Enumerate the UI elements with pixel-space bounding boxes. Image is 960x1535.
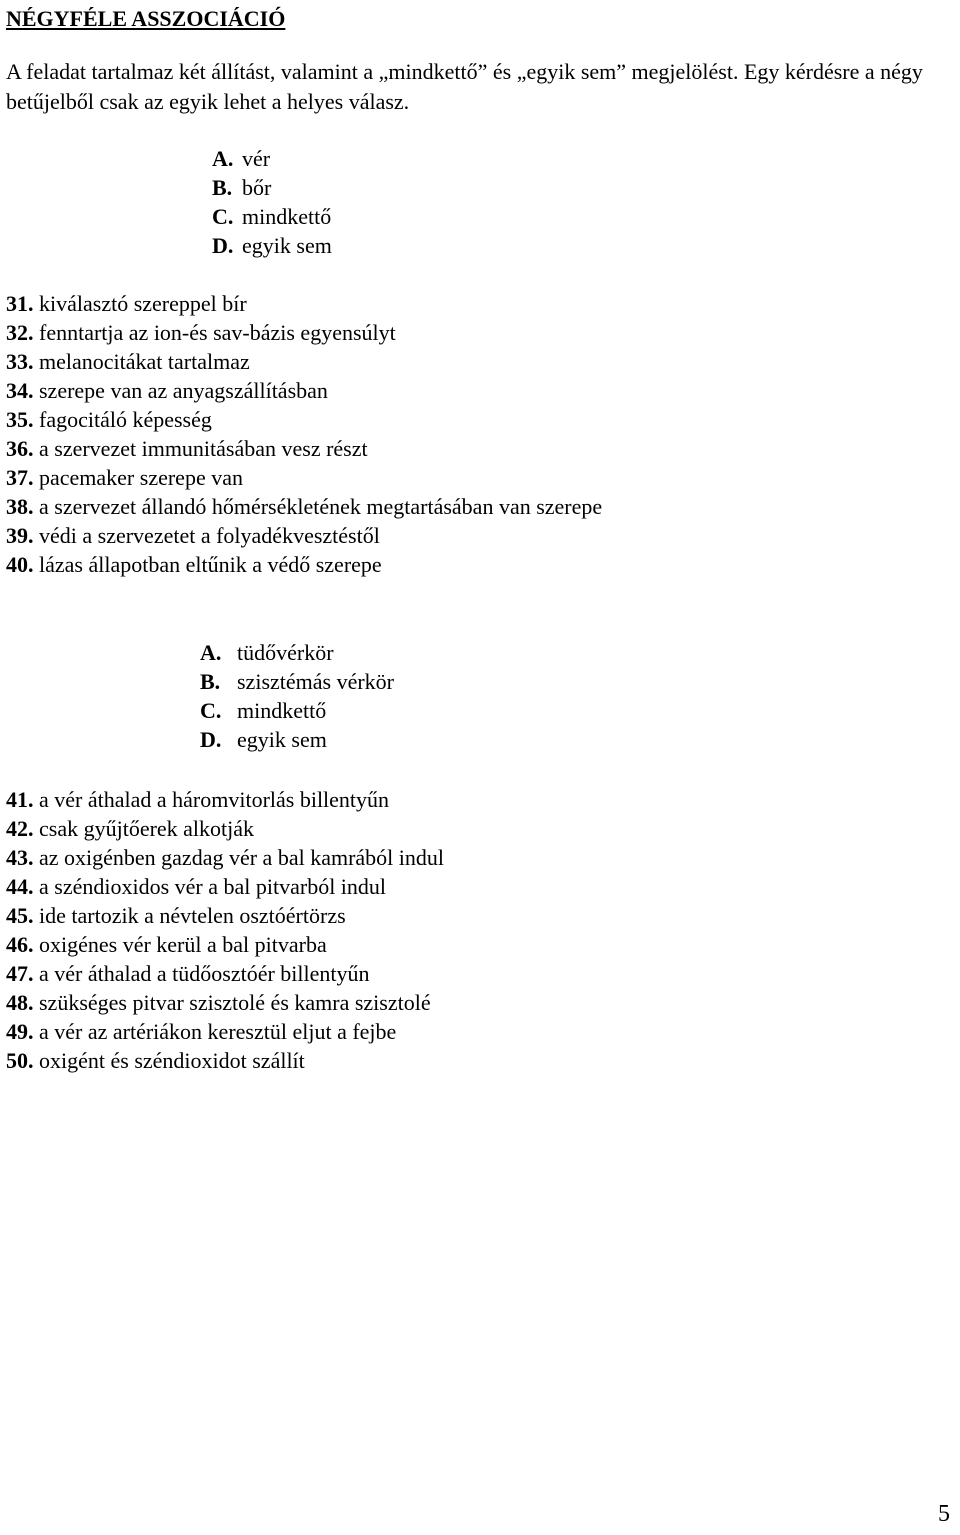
question-text: a szervezet immunitásában vesz részt [39, 436, 368, 461]
option-text: bőr [242, 175, 272, 200]
question-number: 37. [6, 465, 34, 490]
question-item [6, 376, 602, 405]
question-number: 45. [6, 903, 34, 928]
question-number: 49. [6, 1019, 34, 1044]
option-item [200, 667, 394, 696]
option-text: mindkettő [242, 204, 332, 229]
question-text: szükséges pitvar szisztolé és kamra szisztolé [39, 990, 431, 1015]
option-letter: B. [212, 175, 233, 200]
question-item [6, 347, 602, 376]
question-list-group-2 [6, 785, 444, 1075]
question-item [6, 550, 602, 579]
option-letter: D. [200, 727, 222, 752]
question-text: fagocitáló képesség [39, 407, 212, 432]
question-text: kiválasztó szereppel bír [39, 291, 247, 316]
question-item [6, 405, 602, 434]
question-text: fenntartja az ion-és sav-bázis egyensúlyt [39, 320, 396, 345]
option-text: egyik sem [237, 727, 327, 752]
question-item [6, 814, 444, 843]
question-number: 43. [6, 845, 34, 870]
question-number: 34. [6, 378, 34, 403]
question-number: 33. [6, 349, 34, 374]
option-item [212, 173, 332, 202]
option-letter: A. [212, 146, 234, 171]
question-number: 32. [6, 320, 34, 345]
question-number: 42. [6, 816, 34, 841]
option-item [200, 696, 394, 725]
question-number: 36. [6, 436, 34, 461]
question-item [6, 492, 602, 521]
question-item [6, 872, 444, 901]
question-number: 40. [6, 552, 34, 577]
question-text: oxigénes vér kerül a bal pitvarba [39, 932, 327, 957]
option-item [200, 638, 394, 667]
option-text: szisztémás vérkör [237, 669, 394, 694]
option-item [212, 144, 332, 173]
option-letter: C. [200, 698, 222, 723]
question-item [6, 521, 602, 550]
option-text: tüdővérkör [237, 640, 334, 665]
option-item [200, 725, 394, 754]
option-item [212, 202, 332, 231]
question-text: ide tartozik a névtelen osztóértörzs [39, 903, 346, 928]
option-letter: A. [200, 640, 222, 665]
question-text: szerepe van az anyagszállításban [39, 378, 328, 403]
question-number: 44. [6, 874, 34, 899]
option-text: egyik sem [242, 233, 332, 258]
question-number: 39. [6, 523, 34, 548]
option-letter: C. [212, 204, 234, 229]
question-item [6, 318, 602, 347]
question-item [6, 988, 444, 1017]
question-item [6, 930, 444, 959]
question-number: 48. [6, 990, 34, 1015]
question-text: melanocitákat tartalmaz [39, 349, 250, 374]
question-item [6, 1046, 444, 1075]
question-text: lázas állapotban eltűnik a védő szerepe [39, 552, 382, 577]
question-item [6, 843, 444, 872]
question-text: a vér az artériákon keresztül eljut a fejbe [39, 1019, 397, 1044]
question-text: védi a szervezetet a folyadékvesztéstől [39, 523, 380, 548]
question-number: 41. [6, 787, 34, 812]
question-item [6, 959, 444, 988]
question-text: pacemaker szerepe van [39, 465, 243, 490]
answer-options-group-1 [212, 144, 332, 260]
question-number: 31. [6, 291, 34, 316]
question-item [6, 785, 444, 814]
question-text: a vér áthalad a tüdőosztóér billentyűn [39, 961, 370, 986]
option-letter: D. [212, 233, 234, 258]
question-item [6, 434, 602, 463]
question-text: a vér áthalad a háromvitorlás billentyűn [39, 787, 390, 812]
option-item [212, 231, 332, 260]
question-item [6, 901, 444, 930]
question-number: 35. [6, 407, 34, 432]
question-list-group-1 [6, 289, 602, 579]
question-number: 50. [6, 1048, 34, 1073]
question-item [6, 463, 602, 492]
question-number: 47. [6, 961, 34, 986]
answer-options-group-2 [200, 638, 394, 754]
question-number: 38. [6, 494, 34, 519]
question-text: a széndioxidos vér a bal pitvarból indul [39, 874, 387, 899]
question-number: 46. [6, 932, 34, 957]
option-text: vér [242, 146, 271, 171]
page-number: 5 [938, 1501, 950, 1527]
question-item [6, 1017, 444, 1046]
question-text: csak gyűjtőerek alkotják [39, 816, 255, 841]
option-letter: B. [200, 669, 221, 694]
page-title: NÉGYFÉLE ASSZOCIÁCIÓ [6, 6, 286, 31]
question-text: az oxigénben gazdag vér a bal kamrából indul [39, 845, 445, 870]
option-text: mindkettő [237, 698, 327, 723]
question-item [6, 289, 602, 318]
question-text: a szervezet állandó hőmérsékletének megtartásában van szerepe [39, 494, 603, 519]
question-text: oxigént és széndioxidot szállít [39, 1048, 305, 1073]
instructions-paragraph: A feladat tartalmaz két állítást, valamint a „mindkettő” és „egyik sem” megjelölést. Egy kérdésre a négy betűjelből csak az egyik lehet a helyes válasz. [6, 59, 923, 114]
